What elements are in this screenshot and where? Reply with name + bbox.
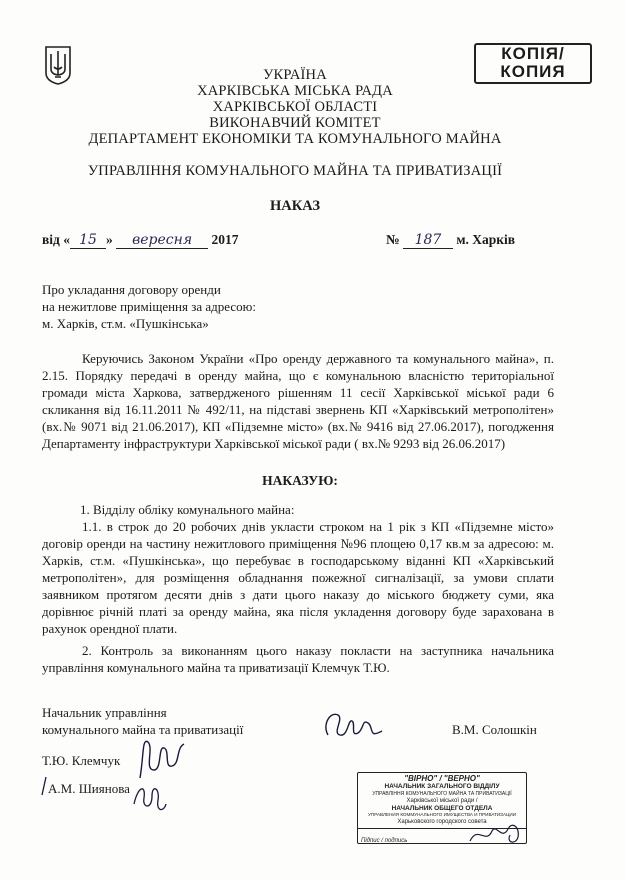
- head-signature: [318, 705, 388, 745]
- approver-2: А.М. Шиянова: [48, 781, 130, 796]
- item1-1: 1.1. в строк до 20 робочих днів укласти строком на 1 рік з КП «Підземне місто» договір оренди на частину нежитлового приміщення №96 площею 0,17 кв.м за адресою: м. Харків, ст.м. «Пушкінська», що перебуває в господарському віданні КП «Харківський метрополітен», для розміщення обладнання пожежної сигналізації, за умови сплати заявником протягом десяти днів з дати цього наказу до міського бюджету суми, яка дорівнює річній платі за оренду майна, яка після укладення договору буде зарахована в рахунок орендної плати.: [42, 519, 554, 636]
- header-executive: ВИКОНАВЧИЙ КОМІТЕТ: [209, 115, 381, 131]
- stamp-verified: "ВІРНО" / "ВЕРНО": [404, 774, 480, 783]
- stamp-line-5: УПРАВЛЕНИЯ КОММУНАЛЬНОГО ИМУЩЕСТВА И ПРИВАТИЗАЦИИ: [367, 812, 517, 817]
- stamp-line-2: УПРАВЛІННЯ КОМУНАЛЬНОГО МАЙНА ТА ПРИВАТИЗАЦІЇ: [372, 790, 512, 797]
- approver-1: Т.Ю. Клемчук: [42, 753, 121, 768]
- subject-line-3: м. Харків, ст.м. «Пушкінська»: [42, 316, 209, 331]
- number-label: №: [386, 232, 400, 247]
- date-month: вересня: [116, 232, 208, 249]
- number-line: [386, 232, 515, 249]
- subject-line-2: на нежитлове приміщення за адресою:: [42, 299, 256, 314]
- header-country: УКРАЇНА: [263, 67, 327, 83]
- date-day: 15: [70, 232, 106, 249]
- header-department: ДЕПАРТАМЕНТ ЕКОНОМІКИ ТА КОМУНАЛЬНОГО МАЙНА: [88, 131, 502, 147]
- header-division: УПРАВЛІННЯ КОМУНАЛЬНОГО МАЙНА ТА ПРИВАТИЗАЦІЇ: [87, 163, 503, 179]
- signatory-name: В.М. Солошкін: [452, 722, 537, 737]
- approver-2-mark: [40, 776, 48, 796]
- stamp-signature: [466, 815, 526, 849]
- subject-line-1: Про укладання договору оренди: [42, 282, 221, 297]
- item2: 2. Контроль за виконанням цього наказу покласти на заступника начальника управління комунального майна та приватизації Клемчук Т.Ю.: [42, 643, 554, 675]
- stamp-line-4: НАЧАЛЬНИК ОБЩЕГО ОТДЕЛА: [391, 804, 493, 812]
- date-mid: »: [106, 232, 113, 247]
- place: м. Харків: [456, 232, 516, 247]
- preamble: Керуючись Законом України «Про оренду державного та комунального майна», п. 2.15. Порядку передачі в оренду майна, що є комунальною власністю територіальної громади міста Харкова, затвердженого рішенням 11 сесії Харківської міської ради 6 скликання від 16.11.2011 № 492/11, на підставі звернень КП «Харківський метрополітен» (вх.№ 9071 від 21.06.2017), КП «Підземне місто» (вх.№ 9416 від 27.06.2017), погодження Департаменту інфраструктури Харківської міської ради ( вх.№ 9293 від 26.06.2017): [42, 351, 554, 451]
- stamp-line-3: Харківської міської ради /: [406, 797, 478, 804]
- approver-2-signature: [130, 774, 170, 816]
- item1-heading: 1. Відділу обліку комунального майна:: [80, 502, 295, 517]
- order-word: НАКАЗУЮ:: [262, 473, 338, 488]
- order-number: 187: [403, 232, 453, 249]
- signatory-position-1: Начальник управління: [42, 705, 167, 720]
- copy-stamp-line2: КОПИЯ: [500, 62, 566, 81]
- stamp-line-1: НАЧАЛЬНИК ЗАГАЛЬНОГО ВІДДІЛУ: [384, 783, 500, 790]
- stamp-line-6: Харьковского городского совета: [397, 818, 487, 825]
- document-title: НАКАЗ: [269, 198, 321, 214]
- date-prefix: від «: [42, 232, 70, 247]
- header-city-council: ХАРКІВСЬКА МІСЬКА РАДА: [197, 83, 393, 99]
- date-line: [42, 232, 239, 249]
- header-region: ХАРКІВСЬКОЇ ОБЛАСТІ: [212, 99, 378, 115]
- signatory-position-2: комунального майна та приватизації: [42, 722, 244, 737]
- copy-stamp-line1: КОПІЯ/: [501, 44, 565, 63]
- stamp-sign-label: Підпис / подпись: [361, 837, 408, 844]
- date-year: 2017: [211, 232, 239, 247]
